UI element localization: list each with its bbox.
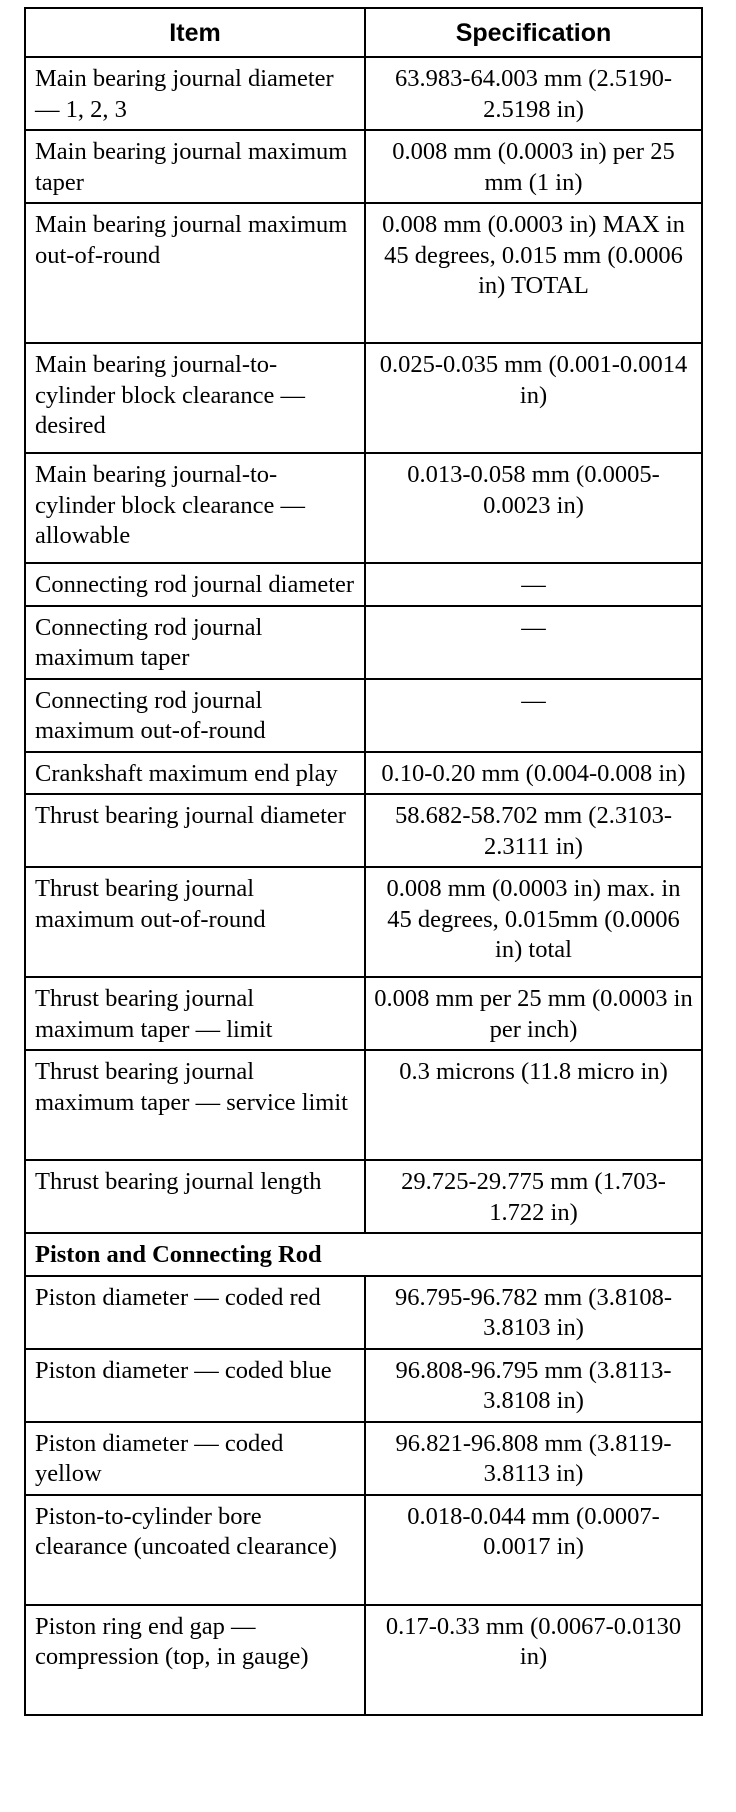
- table-row: [25, 679, 702, 752]
- table-row: [25, 1495, 702, 1605]
- table-row: [25, 57, 702, 130]
- spec-cell: —: [365, 563, 702, 606]
- item-cell: Piston ring end gap — compression (top, in gauge): [25, 1605, 365, 1715]
- table-row: [25, 1050, 702, 1160]
- header-item: Item: [25, 8, 365, 57]
- spec-cell: 0.008 mm (0.0003 in) MAX in 45 degrees, 0.015 mm (0.0006 in) TOTAL: [365, 203, 702, 343]
- spec-cell: 63.983-64.003 mm (2.5190-2.5198 in): [365, 57, 702, 130]
- table-row: [25, 1160, 702, 1233]
- spec-cell: —: [365, 606, 702, 679]
- item-cell: Crankshaft maximum end play: [25, 752, 365, 795]
- section-heading: Piston and Connecting Rod: [25, 1233, 702, 1276]
- item-cell: Piston diameter — coded red: [25, 1276, 365, 1349]
- item-cell: Piston diameter — coded yellow: [25, 1422, 365, 1495]
- table-row: [25, 606, 702, 679]
- item-cell: Thrust bearing journal maximum out-of-round: [25, 867, 365, 977]
- item-cell: Piston diameter — coded blue: [25, 1349, 365, 1422]
- table-row: [25, 1605, 702, 1715]
- item-cell: Main bearing journal-to-cylinder block clearance — allowable: [25, 453, 365, 563]
- table-row: [25, 203, 702, 343]
- spec-cell: 29.725-29.775 mm (1.703-1.722 in): [365, 1160, 702, 1233]
- spec-cell: 0.10-0.20 mm (0.004-0.008 in): [365, 752, 702, 795]
- table-row: [25, 453, 702, 563]
- table-row: [25, 977, 702, 1050]
- table-header-row: [25, 8, 702, 57]
- item-cell: Thrust bearing journal diameter: [25, 794, 365, 867]
- table-row: [25, 1422, 702, 1495]
- item-cell: Piston-to-cylinder bore clearance (uncoated clearance): [25, 1495, 365, 1605]
- item-cell: Main bearing journal maximum taper: [25, 130, 365, 203]
- spec-cell: 0.008 mm (0.0003 in) max. in 45 degrees, 0.015mm (0.0006 in) total: [365, 867, 702, 977]
- section-row: [25, 1233, 702, 1276]
- table-row: [25, 563, 702, 606]
- item-cell: Main bearing journal diameter — 1, 2, 3: [25, 57, 365, 130]
- table-row: [25, 1349, 702, 1422]
- specification-table: [24, 7, 703, 1716]
- spec-cell: 0.018-0.044 mm (0.0007-0.0017 in): [365, 1495, 702, 1605]
- spec-cell: 0.013-0.058 mm (0.0005-0.0023 in): [365, 453, 702, 563]
- spec-cell: 58.682-58.702 mm (2.3103-2.3111 in): [365, 794, 702, 867]
- item-cell: Connecting rod journal maximum taper: [25, 606, 365, 679]
- item-cell: Main bearing journal-to-cylinder block clearance — desired: [25, 343, 365, 453]
- item-cell: Connecting rod journal diameter: [25, 563, 365, 606]
- spec-cell: 0.008 mm per 25 mm (0.0003 in per inch): [365, 977, 702, 1050]
- item-cell: Thrust bearing journal maximum taper — limit: [25, 977, 365, 1050]
- spec-cell: 0.025-0.035 mm (0.001-0.0014 in): [365, 343, 702, 453]
- table-row: [25, 867, 702, 977]
- table-row: [25, 130, 702, 203]
- spec-cell: —: [365, 679, 702, 752]
- table-row: [25, 343, 702, 453]
- item-cell: Main bearing journal maximum out-of-round: [25, 203, 365, 343]
- spec-cell: 0.008 mm (0.0003 in) per 25 mm (1 in): [365, 130, 702, 203]
- table-row: [25, 1276, 702, 1349]
- spec-cell: 96.821-96.808 mm (3.8119-3.8113 in): [365, 1422, 702, 1495]
- item-cell: Thrust bearing journal length: [25, 1160, 365, 1233]
- item-cell: Thrust bearing journal maximum taper — service limit: [25, 1050, 365, 1160]
- item-cell: Connecting rod journal maximum out-of-round: [25, 679, 365, 752]
- spec-cell: 0.17-0.33 mm (0.0067-0.0130 in): [365, 1605, 702, 1715]
- table-row: [25, 752, 702, 795]
- header-specification: Specification: [365, 8, 702, 57]
- table-row: [25, 794, 702, 867]
- spec-cell: 96.808-96.795 mm (3.8113-3.8108 in): [365, 1349, 702, 1422]
- spec-cell: 0.3 microns (11.8 micro in): [365, 1050, 702, 1160]
- spec-cell: 96.795-96.782 mm (3.8108-3.8103 in): [365, 1276, 702, 1349]
